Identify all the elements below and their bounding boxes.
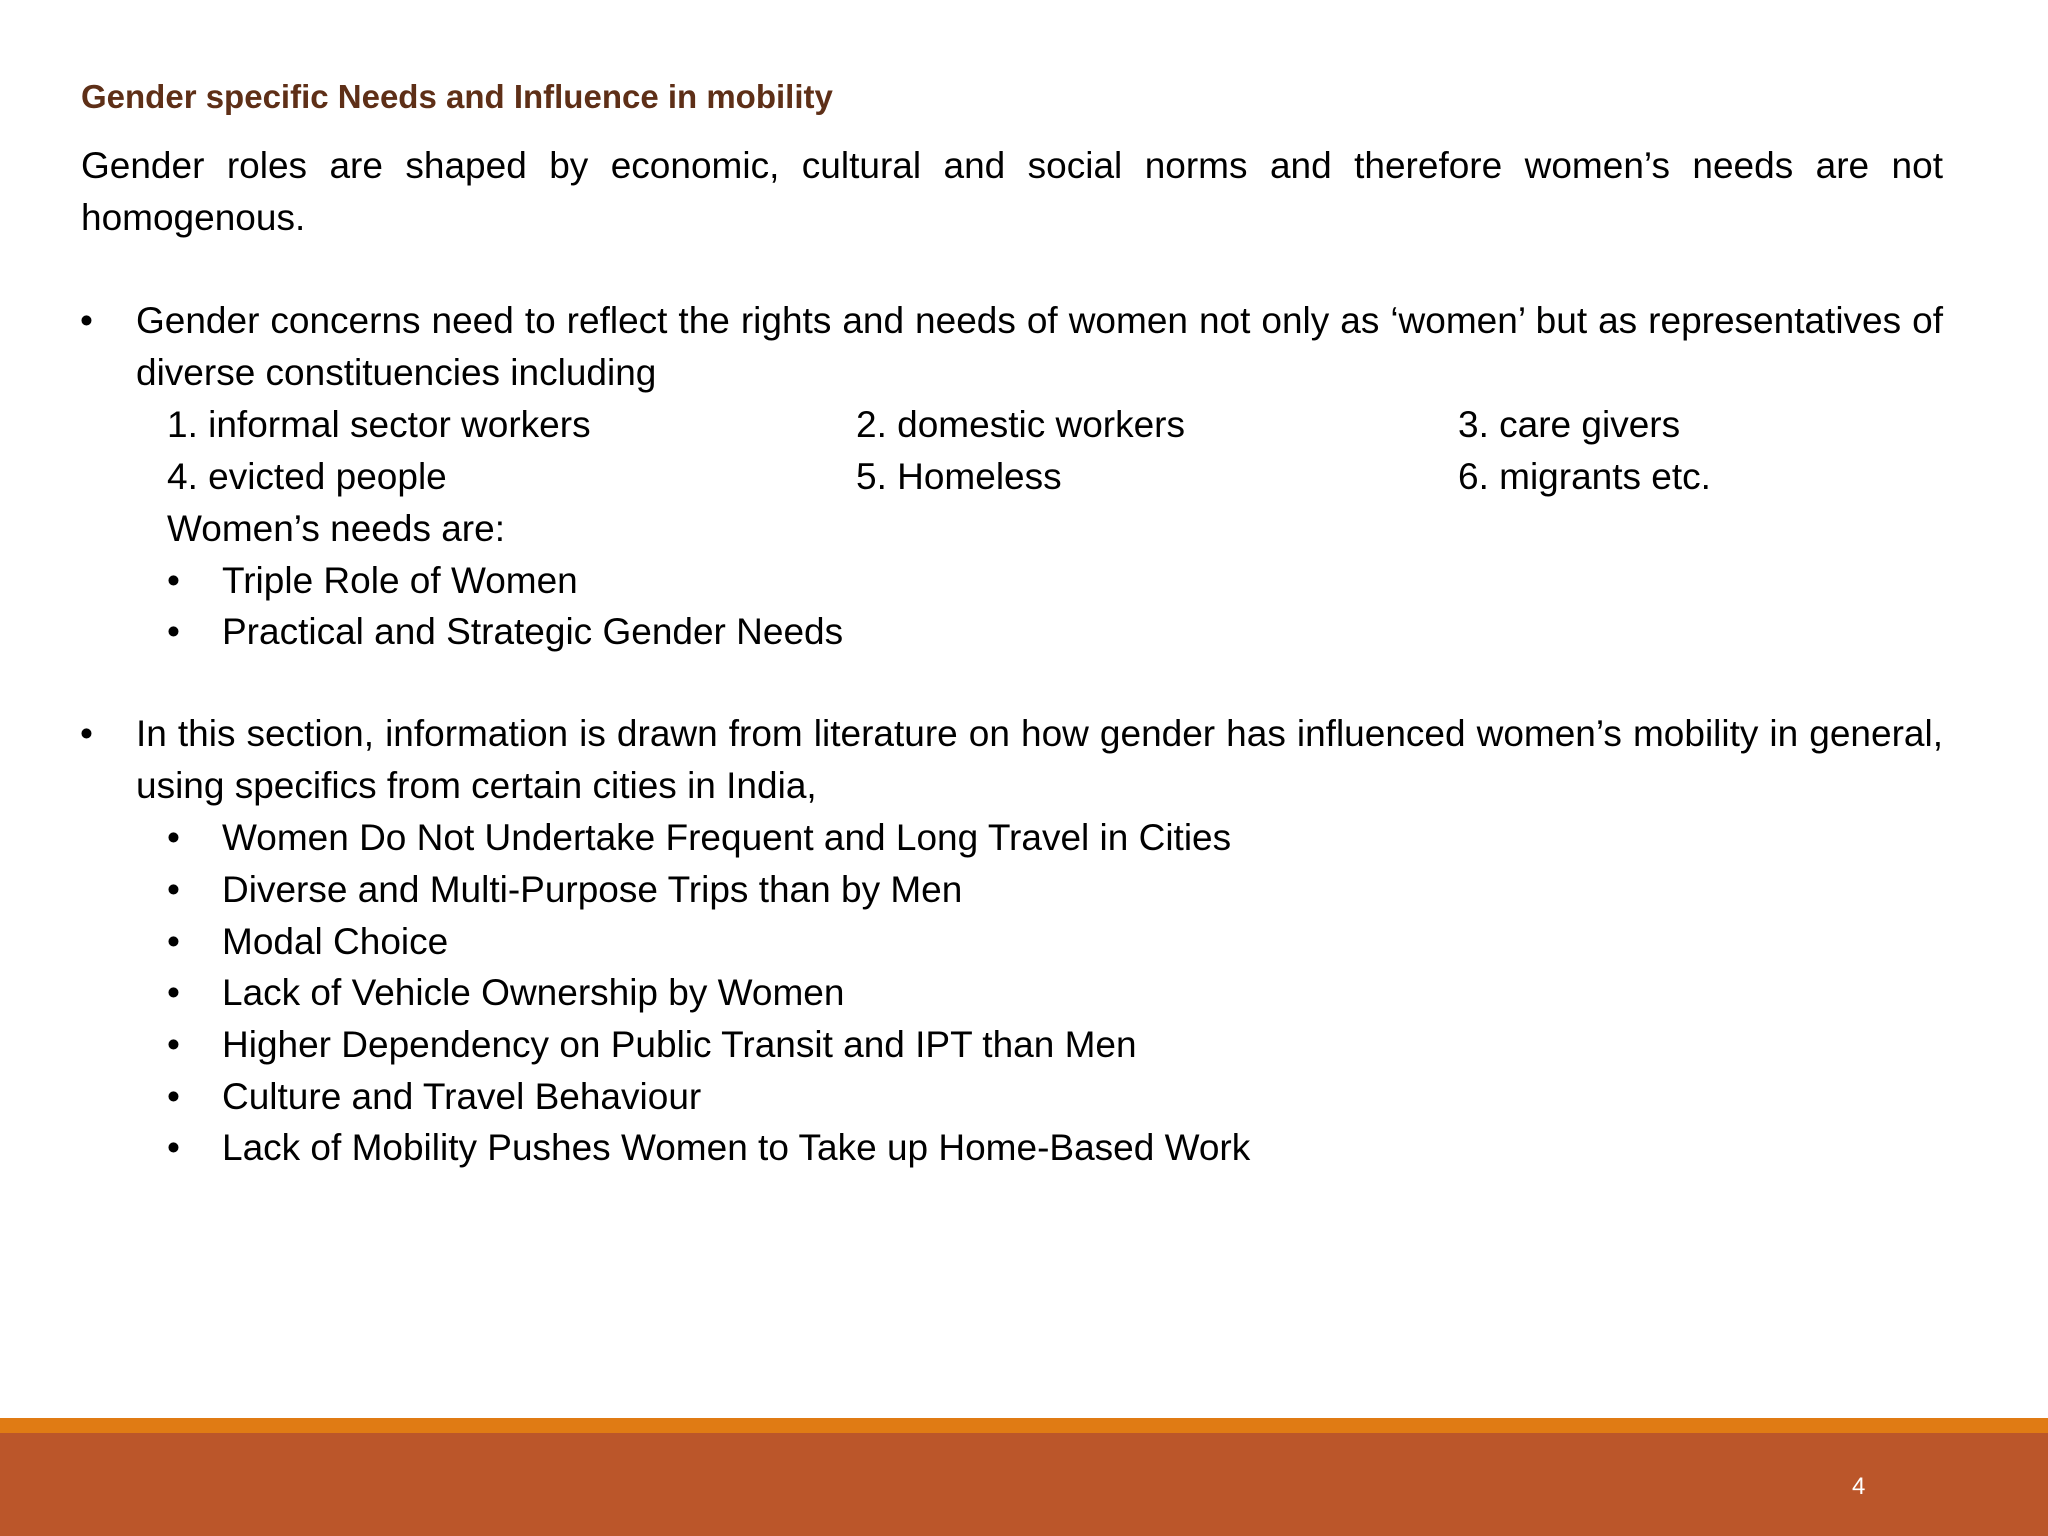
- bullet-icon: •: [167, 560, 180, 601]
- slide-title: Gender specific Needs and Influence in mobility: [81, 78, 833, 115]
- needs-item: Triple Role of Women: [222, 560, 578, 601]
- constituency-item: 6. migrants etc.: [1458, 456, 1711, 497]
- constituency-item: 2. domestic workers: [856, 404, 1185, 445]
- section1-text: Gender concerns need to reflect the rights and needs of women not only as ‘women’ but as representatives of diverse constituencies including: [136, 300, 1943, 393]
- bullet-icon: •: [167, 921, 180, 962]
- influence-item: Diverse and Multi-Purpose Trips than by Men: [222, 869, 963, 910]
- influence-item: Culture and Travel Behaviour: [222, 1076, 702, 1117]
- constituency-item: 5. Homeless: [856, 456, 1062, 497]
- footer-accent-stripe: [0, 1418, 2048, 1433]
- bullet-icon: •: [167, 1024, 180, 1065]
- bullet-icon: •: [80, 713, 93, 754]
- bullet-icon: •: [167, 611, 180, 652]
- influence-item: Modal Choice: [222, 921, 449, 962]
- influence-item: Lack of Mobility Pushes Women to Take up Home-Based Work: [222, 1127, 1251, 1168]
- constituency-item: 3. care givers: [1458, 404, 1681, 445]
- bullet-icon: •: [167, 869, 180, 910]
- bullet-icon: •: [167, 1076, 180, 1117]
- bullet-icon: •: [167, 817, 180, 858]
- needs-item: Practical and Strategic Gender Needs: [222, 611, 844, 652]
- section2-text: In this section, information is drawn from literature on how gender has influenced women’s mobility in general, using specifics from certain cities in India,: [136, 713, 1943, 806]
- influence-item: Lack of Vehicle Ownership by Women: [222, 972, 845, 1013]
- constituency-item: 1. informal sector workers: [167, 404, 591, 445]
- footer-bar: [0, 1433, 2048, 1536]
- bullet-icon: •: [167, 972, 180, 1013]
- bullet-icon: •: [80, 300, 93, 341]
- constituency-item: 4. evicted people: [167, 456, 447, 497]
- bullet-icon: •: [167, 1127, 180, 1168]
- intro-paragraph: Gender roles are shaped by economic, cultural and social norms and therefore women’s needs are not homogenous.: [81, 145, 1943, 238]
- page-number: 4: [1852, 1473, 1866, 1500]
- influence-item: Higher Dependency on Public Transit and IPT than Men: [222, 1024, 1137, 1065]
- needs-label: Women’s needs are:: [167, 508, 505, 549]
- influence-item: Women Do Not Undertake Frequent and Long Travel in Cities: [222, 817, 1232, 858]
